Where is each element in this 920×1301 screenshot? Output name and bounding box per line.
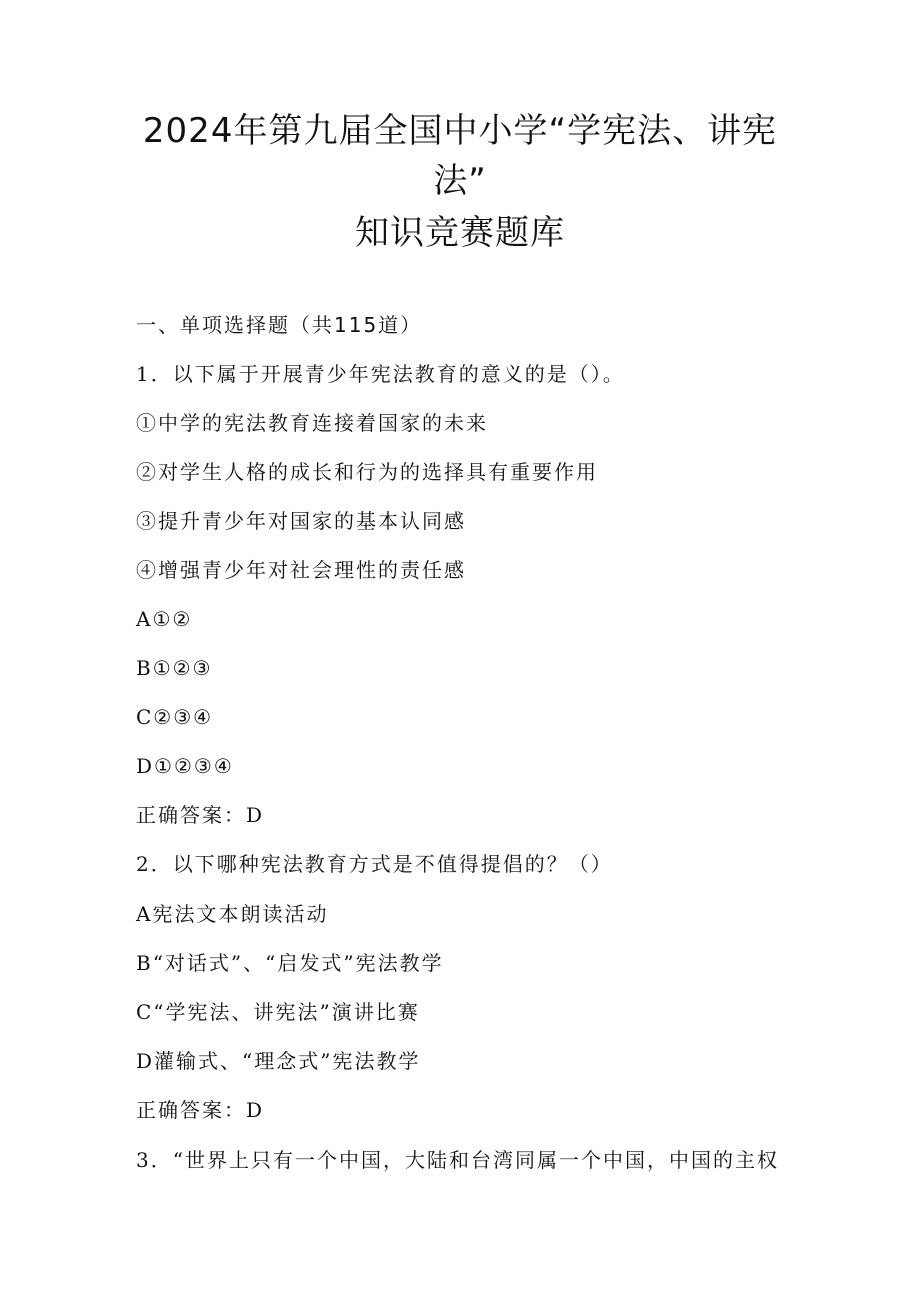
question-2-stem: 2．以下哪种宪法教育方式是不值得提倡的？（） — [136, 852, 613, 876]
question-1-statement-2: ②对学生人格的成长和行为的选择具有重要作用 — [136, 460, 598, 484]
question-1-option-a: A①② — [136, 607, 193, 631]
question-1-option-b: B①②③ — [136, 656, 213, 680]
question-1-answer: 正确答案：D — [136, 803, 265, 827]
section-heading: 一、单项选择题（共115道） — [136, 313, 423, 337]
question-2-answer: 正确答案：D — [136, 1098, 265, 1122]
question-2-option-a: A宪法文本朗读活动 — [136, 902, 329, 926]
question-3-stem: 3．“世界上只有一个中国，大陆和台湾同属一个中国，中国的主权 — [136, 1148, 779, 1172]
question-2-option-c: C“学宪法、讲宪法”演讲比赛 — [136, 1000, 420, 1024]
question-1-option-c: C②③④ — [136, 705, 214, 729]
question-1-statement-3: ③提升青少年对国家的基本认同感 — [136, 509, 466, 533]
question-1-statement-4: ④增强青少年对社会理性的责任感 — [136, 558, 466, 582]
question-1-statement-1: ①中学的宪法教育连接着国家的未来 — [136, 411, 488, 435]
question-1-option-d: D①②③④ — [136, 754, 234, 778]
question-2-option-b: B“对话式”、“启发式”宪法教学 — [136, 951, 444, 975]
document-title-line-2: 法” — [433, 161, 487, 201]
document-title-line-1: 2024年第九届全国中小学“学宪法、讲宪 — [142, 111, 778, 151]
document-subtitle: 知识竞赛题库 — [355, 213, 565, 253]
question-1-stem: 1．以下属于开展青少年宪法教育的意义的是（）。 — [136, 362, 625, 386]
question-2-option-d: D灌输式、“理念式”宪法教学 — [136, 1049, 421, 1073]
